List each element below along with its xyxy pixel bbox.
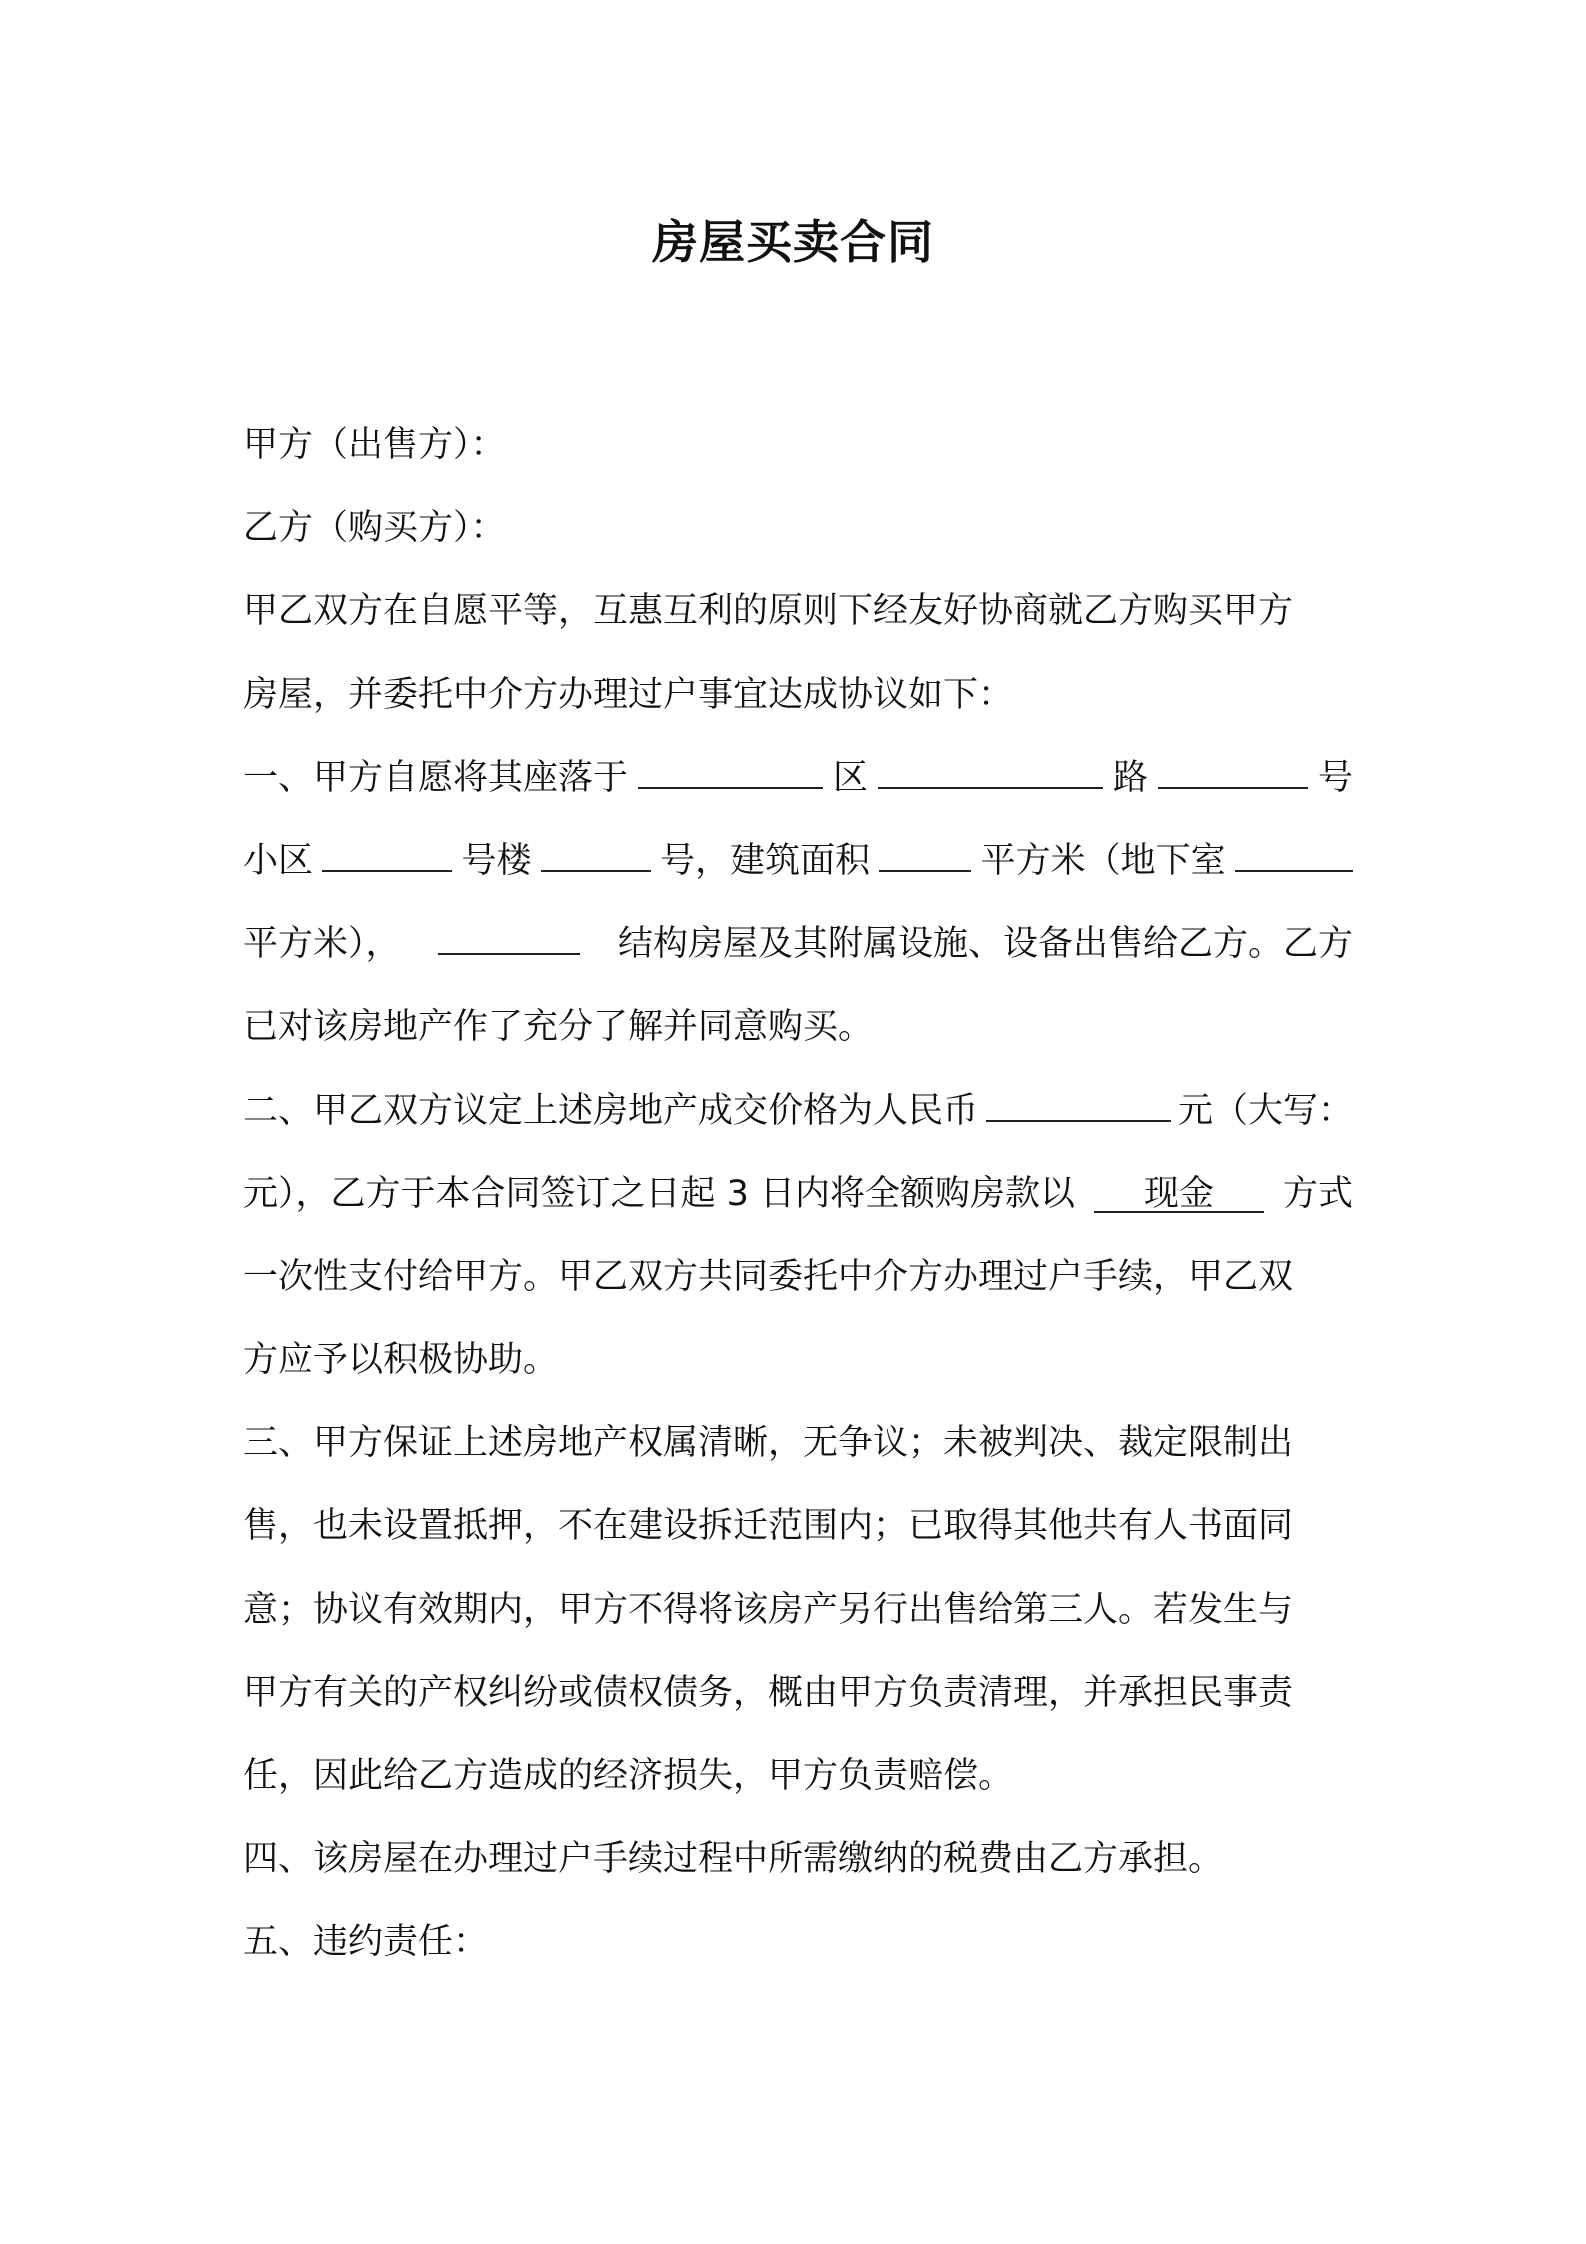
price-blank[interactable] — [986, 1086, 1171, 1122]
document-body — [243, 404, 1353, 1985]
clause2-line-4: 方应予以积极协助。 — [243, 1340, 559, 1381]
building-label: 号楼 — [461, 840, 532, 881]
building-blank[interactable] — [541, 836, 651, 872]
party-a-line: 甲方（出售方）： — [243, 425, 506, 465]
clause1-line-2 — [243, 820, 1353, 903]
payment-method-field[interactable]: 现金 — [1094, 1177, 1264, 1213]
clause1-line-1 — [243, 737, 1353, 820]
clause1-line-3 — [243, 903, 1353, 986]
clause2-line-2 — [243, 1153, 1353, 1236]
sqm-label: 平方米）， — [243, 924, 401, 965]
price-label: 二、甲乙双方议定上述房地产成交价格为人民币 — [243, 1090, 979, 1131]
basement-blank[interactable] — [1235, 836, 1353, 872]
area-blank[interactable] — [879, 836, 971, 872]
community-label: 小区 — [243, 840, 314, 881]
clause3-line-5: 任，因此给乙方造成的经济损失，甲方负责赔偿。 — [243, 1756, 1014, 1796]
structure-label: 结构房屋及其附属设施、设备出售给乙方。乙方 — [617, 924, 1353, 965]
structure-blank[interactable] — [438, 919, 580, 955]
area-label: 号，建筑面积 — [660, 840, 871, 881]
clause3-line-1: 三、甲方保证上述房地产权属清晰，无争议；未被判决、裁定限制出 — [243, 1423, 1294, 1464]
clause1-location-label: 一、甲方自愿将其座落于 — [243, 757, 629, 798]
payment-method-suffix: 方式 — [1282, 1173, 1353, 1214]
number-blank[interactable] — [1158, 753, 1308, 789]
preamble-line-2: 房屋，并委托中介方办理过户事宜达成协议如下： — [243, 674, 1014, 715]
clause2-line-1 — [243, 1070, 1353, 1153]
preamble-line-1: 甲乙双方在自愿平等，互惠互利的原则下经友好协商就乙方购买甲方 — [243, 591, 1294, 632]
number-label: 号 — [1317, 757, 1353, 798]
price-uppercase-label: 元（大写： — [1177, 1090, 1353, 1131]
community-blank[interactable] — [322, 836, 452, 872]
clause3-line-4: 甲方有关的产权纠纷或债权债务，概由甲方负责清理，并承担民事责 — [243, 1672, 1294, 1713]
clause4-line: 四、该房屋在办理过户手续过程中所需缴纳的税费由乙方承担。 — [243, 1839, 1224, 1880]
clause3-line-2: 售，也未设置抵押，不在建设拆迁范围内；已取得其他共有人书面同 — [243, 1506, 1294, 1547]
district-label: 区 — [832, 757, 868, 798]
party-b-line: 乙方（购买方）： — [243, 508, 506, 549]
document-title: 房屋买卖合同 — [652, 215, 934, 269]
road-blank[interactable] — [878, 753, 1103, 789]
clause1-line-4: 已对该房地产作了充分了解并同意购买。 — [243, 1007, 874, 1048]
clause5-line: 五、违约责任： — [243, 1922, 489, 1963]
road-label: 路 — [1112, 757, 1148, 798]
payment-term-label: 元），乙方于本合同签订之日起 3 日内将全额购房款以 — [243, 1173, 1076, 1214]
district-blank[interactable] — [638, 753, 823, 789]
clause2-line-3: 一次性支付给甲方。甲乙双方共同委托中介方办理过户手续，甲乙双 — [243, 1256, 1294, 1297]
basement-label: 平方米（地下室 — [980, 840, 1226, 881]
clause3-line-3: 意；协议有效期内，甲方不得将该房产另行出售给第三人。若发生与 — [243, 1589, 1294, 1630]
